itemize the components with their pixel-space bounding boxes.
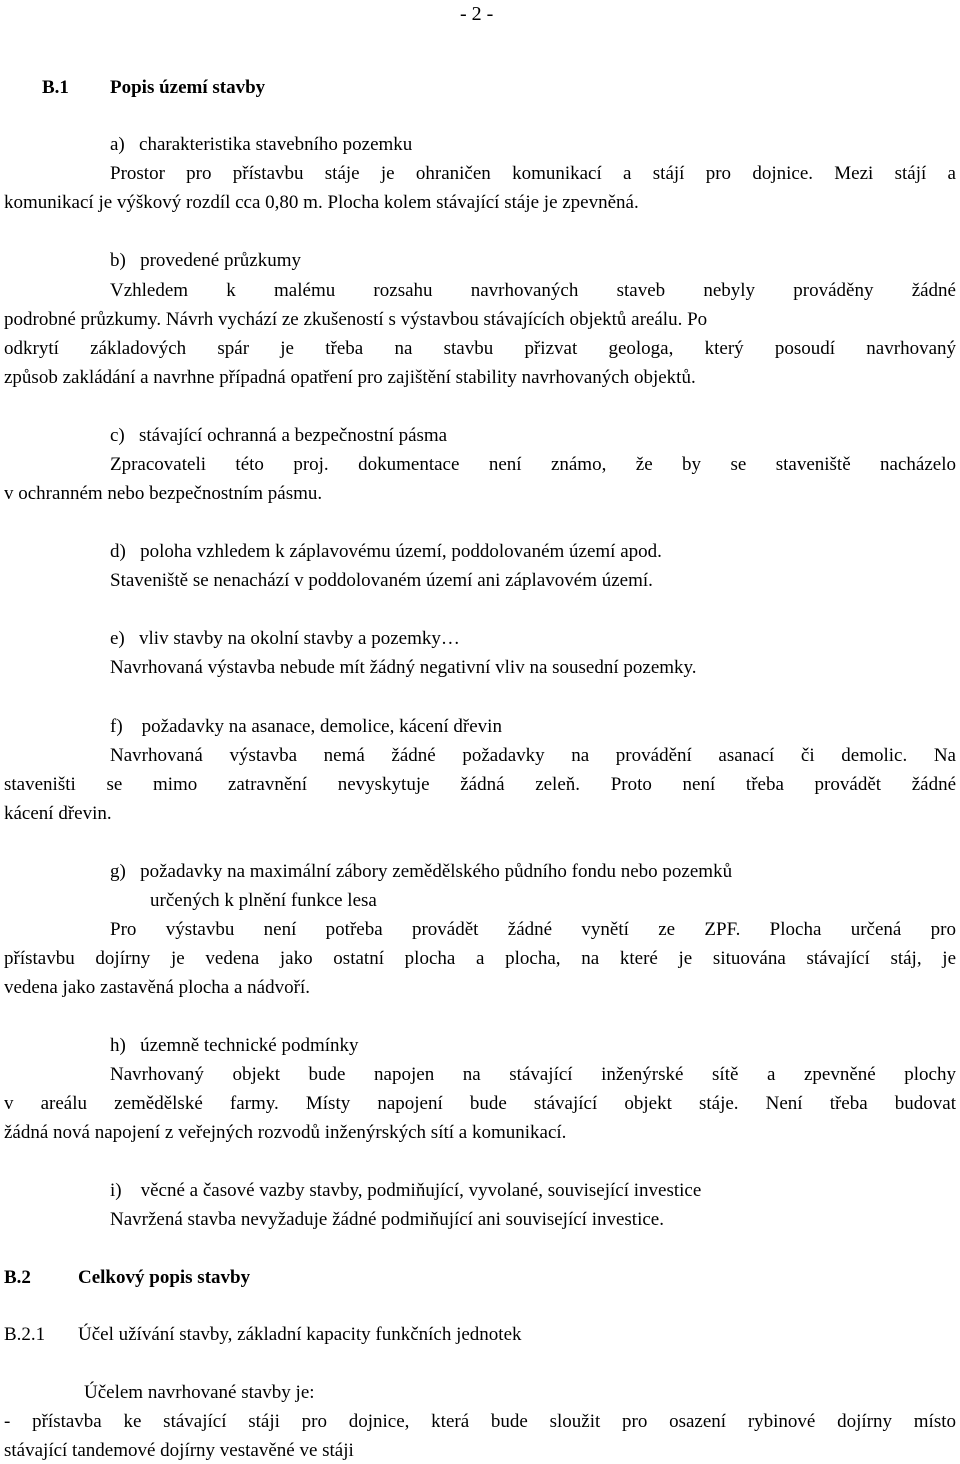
paragraph-line: v ochranném nebo bezpečnostním pásmu. — [4, 483, 323, 504]
paragraph-line: komunikací je výškový rozdíl cca 0,80 m. Plocha kolem stávající stáje je zpevněná. — [4, 192, 639, 213]
paragraph-line: Navrhovaná výstavba nebude mít žádný negativní vliv na sousední pozemky. — [110, 657, 697, 678]
page-number: - 2 - — [460, 3, 494, 25]
item-heading: f) požadavky na asanace, demolice, kácení dřevin — [110, 716, 502, 737]
subsection-number: B.2.1 — [4, 1324, 46, 1345]
paragraph-line: Staveniště se nenachází v poddolovaném území ani záplavovém území. — [110, 570, 653, 591]
paragraph-line: odkrytí základových spár je třeba na stavbu přizvat geologa, který posoudí navrhovaný — [4, 338, 956, 359]
section-number: B.2 — [4, 1267, 31, 1288]
paragraph-line: vedena jako zastavěná plocha a nádvoří. — [4, 977, 310, 998]
paragraph-line: staveništi se mimo zatravnění nevyskytuje žádná zeleň. Proto není třeba provádět žádné — [4, 774, 956, 795]
item-heading: i) věcné a časové vazby stavby, podmiňující, vyvolané, související investice — [110, 1180, 702, 1201]
paragraph-line: podrobné průzkumy. Návrh vychází ze zkušeností s výstavbou stávajících objektů areálu. Po — [4, 309, 708, 330]
paragraph-line: Navrhovaný objekt bude napojen na stávající inženýrské sítě a zpevněné plochy — [110, 1064, 956, 1085]
paragraph-line: Prostor pro přístavbu stáje je ohraničen komunikací a stájí pro dojnice. Mezi stájí a — [110, 163, 956, 184]
item-heading: h) územně technické podmínky — [110, 1035, 359, 1056]
subsection-title: Účel užívání stavby, základní kapacity funkčních jednotek — [78, 1324, 522, 1345]
section-number: B.1 — [42, 77, 69, 98]
item-heading-continued: určených k plnění funkce lesa — [150, 890, 377, 911]
item-heading: b) provedené průzkumy — [110, 250, 301, 271]
paragraph-line: - přístavba ke stávající stáji pro dojnice, která bude sloužit pro osazení rybinové dojírny místo — [4, 1411, 956, 1432]
paragraph-line: Pro výstavbu není potřeba provádět žádné vynětí ze ZPF. Plocha určená pro — [110, 919, 956, 940]
paragraph-line: Zpracovateli této proj. dokumentace není známo, že by se staveniště nacházelo — [110, 454, 956, 475]
paragraph-line: Vzhledem k malému rozsahu navrhovaných staveb nebyly prováděny žádné — [110, 280, 956, 301]
item-heading: e) vliv stavby na okolní stavby a pozemky… — [110, 628, 460, 649]
paragraph-line: stávající tandemové dojírny vestavěné ve stáji — [4, 1440, 354, 1461]
paragraph-line: Navrhovaná výstavba nemá žádné požadavky na provádění asanací či demolic. Na — [110, 745, 956, 766]
section-title: Popis území stavby — [110, 77, 266, 98]
paragraph-line: v areálu zemědělské farmy. Místy napojení bude stávající objekt stáje. Není třeba budovat — [4, 1093, 956, 1114]
paragraph-line: žádná nová napojení z veřejných rozvodů inženýrských sítí a komunikací. — [4, 1122, 567, 1143]
item-heading: d) poloha vzhledem k záplavovému území, poddolovaném území apod. — [110, 541, 662, 562]
paragraph-line: Navržená stavba nevyžaduje žádné podmiňující ani související investice. — [110, 1209, 664, 1230]
section-title: Celkový popis stavby — [78, 1267, 251, 1288]
item-heading: a) charakteristika stavebního pozemku — [110, 134, 413, 155]
paragraph-intro: Účelem navrhované stavby je: — [84, 1382, 315, 1403]
paragraph-line: kácení dřevin. — [4, 803, 112, 824]
item-heading: g) požadavky na maximální zábory zemědělského půdního fondu nebo pozemků — [110, 861, 733, 882]
paragraph-line: způsob zakládání a navrhne případná opatření pro zajištění stability navrhovaných objektů. — [4, 367, 696, 388]
paragraph-line: přístavbu dojírny je vedena jako ostatní plocha a plocha, na které je situována stávající stáj, je — [4, 948, 956, 969]
item-heading: c) stávající ochranná a bezpečnostní pásma — [110, 425, 448, 446]
